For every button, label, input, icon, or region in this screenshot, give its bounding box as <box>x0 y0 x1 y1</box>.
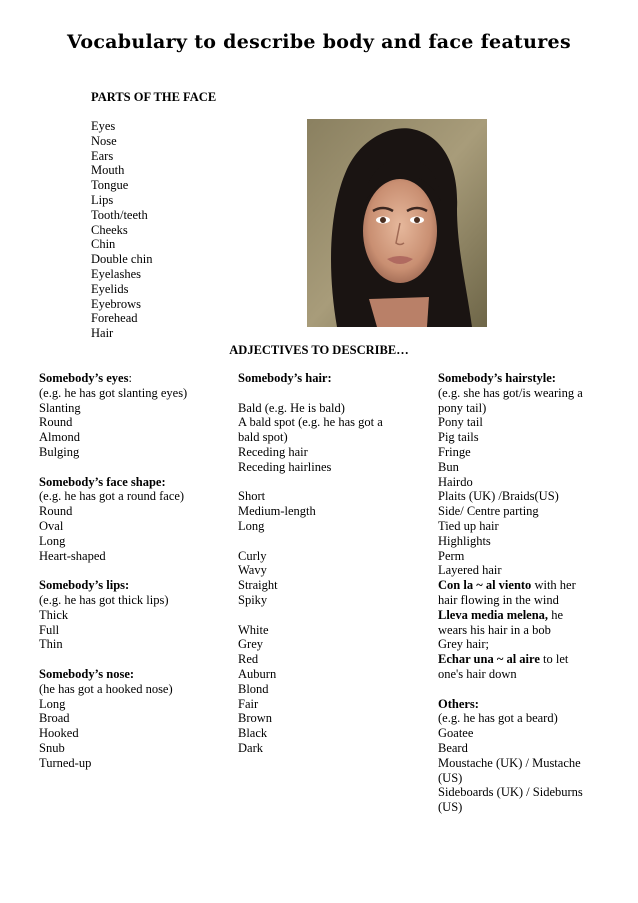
phrase-line <box>438 652 598 667</box>
list-item: Eyelashes <box>91 266 141 281</box>
list-item: Auburn <box>238 666 277 681</box>
list-item: Tongue <box>91 178 129 193</box>
list-item: Mouth <box>91 163 125 178</box>
list-item: Cheeks <box>91 222 128 237</box>
list-item: Long <box>39 696 66 711</box>
list-item: Double chin <box>91 252 153 267</box>
list-item: bald spot) <box>238 430 288 445</box>
list-item: Forehead <box>91 311 138 326</box>
phrase-line: one's hair down <box>438 666 517 681</box>
phrase-bold: Con la ~ al viento <box>438 578 532 593</box>
list-item: Bald (e.g. He is bald) <box>238 400 345 415</box>
face-shape-heading: Somebody’s face shape: <box>39 474 166 489</box>
nose-heading: Somebody’s nose: <box>39 666 135 681</box>
phrase-line <box>438 608 598 623</box>
spacer <box>238 534 398 549</box>
column-hairstyle <box>438 371 598 815</box>
hairstyle-heading: Somebody’s hairstyle: <box>438 371 556 385</box>
phrase-rest: to let <box>539 652 569 667</box>
phrase-bold: Echar una ~ al aire <box>438 652 540 667</box>
eyes-heading <box>39 371 224 386</box>
list-item: Goatee <box>438 726 474 741</box>
page-title <box>0 30 638 54</box>
list-item: Eyes <box>91 119 116 133</box>
list-item: Fair <box>238 696 259 711</box>
list-item: Beard <box>438 740 468 755</box>
list-item: Brown <box>238 711 273 726</box>
list-item: Sideboards (UK) / Sideburns <box>438 785 583 800</box>
list-item: Grey <box>238 637 263 652</box>
list-item: Eyelids <box>91 281 129 296</box>
parts-of-face-list <box>91 119 152 341</box>
list-item: Chin <box>91 237 116 252</box>
list-item: Short <box>238 489 266 504</box>
list-item: Hairdo <box>438 474 473 489</box>
list-item: Snub <box>39 740 65 755</box>
spacer <box>238 608 398 623</box>
hairstyle-example: pony tail) <box>438 400 487 415</box>
eyes-heading-colon: : <box>128 371 132 385</box>
list-item: Curly <box>238 548 267 563</box>
list-item: Almond <box>39 430 80 445</box>
phrase-line: hair flowing in the wind <box>438 592 559 607</box>
list-item: Hair <box>91 326 114 341</box>
list-item: Oval <box>39 518 64 533</box>
list-item: Thin <box>39 637 63 652</box>
column-hair <box>238 371 398 756</box>
list-item: Nose <box>91 133 117 148</box>
column-face-features <box>39 371 224 771</box>
list-item: Wavy <box>238 563 267 578</box>
list-item: Plaits (UK) /Braids(US) <box>438 489 559 504</box>
list-item: (US) <box>438 770 463 785</box>
nose-example: (he has got a hooked nose) <box>39 681 173 696</box>
list-item: Broad <box>39 711 70 726</box>
lips-heading: Somebody’s lips: <box>39 578 130 593</box>
list-item: Lips <box>91 192 114 207</box>
list-item: Spiky <box>238 592 268 607</box>
hair-heading: Somebody’s hair: <box>238 371 332 385</box>
list-item: Blond <box>238 681 269 696</box>
list-item: Thick <box>39 607 69 622</box>
hairstyle-example: (e.g. she has got/is wearing a <box>438 385 583 400</box>
list-item: Tooth/teeth <box>91 207 148 222</box>
spacer <box>238 475 398 490</box>
list-item: Moustache (UK) / Mustache <box>438 755 581 770</box>
list-item: Receding hairlines <box>238 459 332 474</box>
list-item: Slanting <box>39 400 81 415</box>
list-item: Pig tails <box>438 430 479 445</box>
list-item: Side/ Centre parting <box>438 504 539 519</box>
phrase-rest: with her <box>531 578 576 593</box>
phrase-line <box>438 578 598 593</box>
lips-example: (e.g. he has got thick lips) <box>39 592 169 607</box>
list-item: Perm <box>438 548 465 563</box>
list-item: Bulging <box>39 444 80 459</box>
list-item: Round <box>39 415 73 430</box>
phrase-rest: he <box>548 607 563 622</box>
list-item: Receding hair <box>238 444 308 459</box>
list-item: Bun <box>438 459 459 474</box>
list-item: Long <box>238 518 265 533</box>
list-item: Pony tail <box>438 415 483 430</box>
list-item: Ears <box>91 148 114 163</box>
others-example: (e.g. he has got a beard) <box>438 711 558 726</box>
list-item: Round <box>39 504 73 519</box>
eyes-example: (e.g. he has got slanting eyes) <box>39 385 188 400</box>
list-item: Red <box>238 652 259 667</box>
list-item: Full <box>39 622 60 637</box>
list-item: Long <box>39 533 66 548</box>
phrase-line: wears his hair in a bob <box>438 622 551 637</box>
list-item: Straight <box>238 578 278 593</box>
parts-of-face-heading: PARTS OF THE FACE <box>91 90 217 104</box>
list-item: Tied up hair <box>438 518 499 533</box>
list-item: Layered hair <box>438 563 502 578</box>
phrase-line: Grey hair; <box>438 637 490 652</box>
face-shape-example: (e.g. he has got a round face) <box>39 489 185 504</box>
list-item: A bald spot (e.g. he has got a <box>238 415 383 430</box>
list-item: Dark <box>238 740 263 755</box>
list-item: Eyebrows <box>91 296 141 311</box>
phrase-bold: Lleva media melena, <box>438 607 549 622</box>
list-item: Fringe <box>438 444 471 459</box>
list-item: Hooked <box>39 726 79 741</box>
list-item: Medium-length <box>238 504 316 519</box>
title-text: Vocabulary to describe body and face features <box>67 31 571 53</box>
spacer <box>238 386 398 401</box>
list-item: (US) <box>438 800 463 815</box>
list-item: Black <box>238 726 268 741</box>
list-item: White <box>238 622 269 637</box>
face-photo <box>307 119 487 327</box>
adjectives-heading: ADJECTIVES TO DESCRIBE… <box>229 343 409 357</box>
list-item: Highlights <box>438 533 491 548</box>
others-heading: Others: <box>438 696 479 711</box>
list-item: Turned-up <box>39 755 92 770</box>
eyes-heading-text: Somebody’s eyes <box>39 371 129 385</box>
list-item: Heart-shaped <box>39 548 106 563</box>
